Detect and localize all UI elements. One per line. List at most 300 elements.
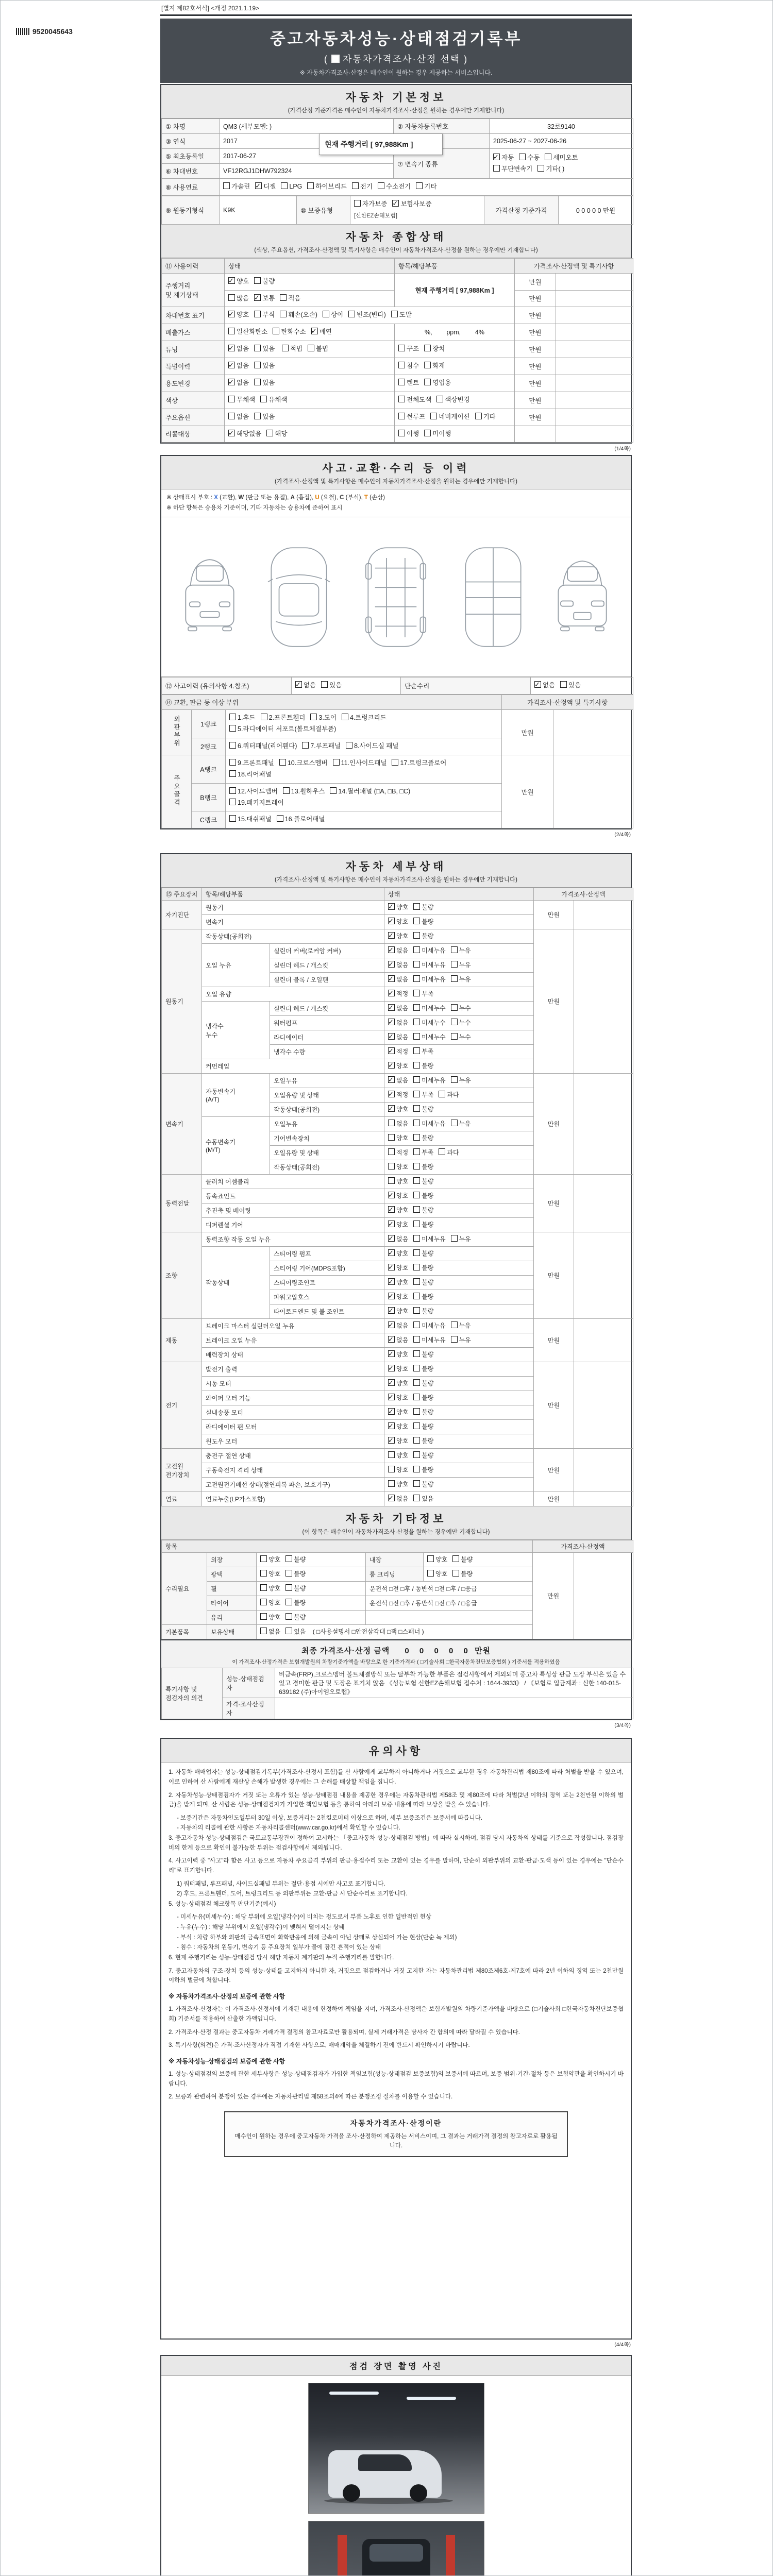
checkbox-가솔린[interactable]: 가솔린 [223, 183, 250, 190]
checkbox-없음[interactable]: ✓ 없음 [228, 345, 249, 352]
checkbox-양호[interactable]: 양호 [388, 1466, 408, 1473]
checkbox-양호[interactable]: ✓ 양호 [388, 1437, 408, 1445]
checkbox-일산화탄소[interactable]: 일산화탄소 [228, 328, 267, 335]
empty-box-icon[interactable] [228, 396, 235, 402]
empty-box-icon[interactable] [430, 413, 437, 419]
empty-box-icon[interactable] [254, 413, 261, 419]
empty-box-icon[interactable] [228, 413, 235, 419]
checked-box-icon[interactable] [388, 1321, 395, 1328]
checked-box-icon[interactable] [388, 990, 395, 996]
checkbox-누수[interactable]: 누수 [451, 1033, 471, 1041]
checkbox-전체도색[interactable]: 전체도색 [398, 396, 431, 403]
checkbox-없음[interactable]: ✓ 없음 [295, 682, 316, 689]
checkbox-불량[interactable]: 불량 [413, 1250, 433, 1257]
checkbox-적음[interactable]: 적음 [280, 295, 300, 302]
checkbox-불량[interactable]: 불량 [413, 1466, 433, 1473]
empty-box-icon[interactable] [451, 1076, 458, 1083]
empty-box-icon[interactable] [378, 182, 384, 189]
checkbox-불량[interactable]: 불량 [413, 1106, 433, 1113]
empty-box-icon[interactable] [416, 182, 423, 189]
checkbox-없음[interactable]: ✓ 없음 [388, 1495, 408, 1502]
empty-box-icon[interactable] [348, 311, 355, 317]
empty-box-icon[interactable] [266, 430, 273, 436]
checkbox-누수[interactable]: 누수 [451, 1019, 471, 1026]
empty-box-icon[interactable] [413, 1278, 420, 1285]
checked-box-icon[interactable] [388, 961, 395, 968]
checkbox-양호[interactable]: ✓ 양호 [388, 933, 408, 940]
checkbox-15.대쉬패널[interactable]: 15.대쉬패널 [229, 816, 272, 823]
checked-box-icon[interactable] [388, 1206, 395, 1213]
empty-box-icon[interactable] [413, 1004, 420, 1011]
checkbox-적정[interactable]: ✓ 적정 [388, 990, 408, 997]
empty-box-icon[interactable] [229, 770, 236, 777]
empty-box-icon[interactable] [260, 1555, 267, 1562]
checked-box-icon[interactable] [388, 1278, 395, 1285]
checkbox-불량[interactable]: 불량 [413, 918, 433, 925]
checkbox-누유[interactable]: 누유 [451, 976, 471, 983]
checkbox-양호[interactable]: ✓ 양호 [388, 1192, 408, 1199]
empty-box-icon[interactable] [413, 1249, 420, 1256]
empty-box-icon[interactable] [285, 1613, 292, 1620]
empty-box-icon[interactable] [545, 154, 551, 160]
empty-box-icon[interactable] [310, 714, 317, 720]
checkbox-양호[interactable]: 양호 [260, 1556, 280, 1563]
checkbox-누유[interactable]: 누유 [451, 961, 471, 969]
checkbox-누유[interactable]: 누유 [451, 1077, 471, 1084]
empty-box-icon[interactable] [475, 413, 482, 419]
empty-box-icon[interactable] [260, 1599, 267, 1605]
checkbox-불량[interactable]: 불량 [413, 1178, 433, 1185]
checkbox-없음[interactable]: ✓ 없음 [388, 1235, 408, 1243]
checkbox-무채색[interactable]: 무채색 [228, 396, 255, 403]
empty-box-icon[interactable] [229, 742, 236, 749]
checked-box-icon[interactable] [388, 1076, 395, 1083]
empty-box-icon[interactable] [281, 182, 288, 189]
empty-box-icon[interactable] [323, 311, 329, 317]
checkbox-양호[interactable]: 양호 [388, 1163, 408, 1171]
checkbox-부족[interactable]: 부족 [413, 990, 433, 997]
checkbox-미세누유[interactable]: 미세누유 [413, 1235, 445, 1243]
empty-box-icon[interactable] [285, 1628, 292, 1634]
checked-box-icon[interactable] [388, 1408, 395, 1415]
empty-box-icon[interactable] [260, 1613, 267, 1620]
empty-box-icon[interactable] [285, 1599, 292, 1605]
empty-box-icon[interactable] [451, 1033, 458, 1040]
empty-box-icon[interactable] [413, 1105, 420, 1112]
checkbox-불량[interactable]: 불량 [413, 1134, 433, 1142]
checked-box-icon[interactable] [388, 932, 395, 939]
empty-box-icon[interactable] [388, 1451, 395, 1458]
price-select-checkbox-icon[interactable] [331, 55, 340, 63]
checkbox-불량[interactable]: 불량 [413, 1380, 433, 1387]
checked-box-icon[interactable] [388, 1033, 395, 1040]
checkbox-없음[interactable]: ✓ 없음 [388, 1005, 408, 1012]
empty-box-icon[interactable] [330, 787, 337, 794]
checked-box-icon[interactable] [228, 430, 235, 436]
empty-box-icon[interactable] [413, 1235, 420, 1242]
checkbox-기타[interactable]: 기타 [475, 413, 496, 420]
empty-box-icon[interactable] [260, 1570, 267, 1577]
checkbox-전기[interactable]: 전기 [352, 183, 373, 190]
empty-box-icon[interactable] [436, 396, 443, 402]
checkbox-도말[interactable]: 도말 [391, 311, 412, 318]
checkbox-미세누유[interactable]: 미세누유 [413, 1322, 445, 1329]
checkbox-불량[interactable]: 불량 [413, 1351, 433, 1358]
checkbox-양호[interactable]: ✓ 양호 [388, 1293, 408, 1300]
checkbox-양호[interactable]: ✓ 양호 [388, 1250, 408, 1257]
empty-box-icon[interactable] [451, 961, 458, 968]
checkbox-미세누유[interactable]: 미세누유 [413, 1077, 445, 1084]
empty-box-icon[interactable] [261, 714, 267, 720]
empty-box-icon[interactable] [388, 1466, 395, 1472]
checkbox-미세누수[interactable]: 미세누수 [413, 1033, 445, 1041]
checkbox-미세누수[interactable]: 미세누수 [413, 1005, 445, 1012]
checked-box-icon[interactable] [388, 1264, 395, 1270]
empty-box-icon[interactable] [413, 1293, 420, 1299]
checkbox-기타[interactable]: 기타 [416, 183, 436, 190]
checkbox-화재[interactable]: 화재 [424, 362, 445, 369]
checkbox-부족[interactable]: 부족 [413, 1048, 433, 1055]
checkbox-과다[interactable]: 과다 [439, 1091, 459, 1098]
checkbox-적법[interactable]: 적법 [282, 345, 303, 352]
checkbox-LPG[interactable]: LPG [281, 183, 302, 190]
empty-box-icon[interactable] [413, 1163, 420, 1170]
checkbox-누수[interactable]: 누수 [451, 1005, 471, 1012]
checkbox-불량[interactable]: 불량 [413, 904, 433, 911]
checkbox-양호[interactable]: 양호 [427, 1556, 447, 1563]
checkbox-불량[interactable]: 불량 [413, 1308, 433, 1315]
empty-box-icon[interactable] [413, 1019, 420, 1025]
checkbox-양호[interactable]: 양호 [260, 1599, 280, 1606]
checkbox-상이[interactable]: 상이 [323, 311, 343, 318]
empty-box-icon[interactable] [451, 975, 458, 982]
checkbox-불량[interactable]: 불량 [413, 1163, 433, 1171]
empty-box-icon[interactable] [413, 1192, 420, 1198]
checked-box-icon[interactable] [388, 1437, 395, 1444]
checkbox-없음[interactable]: ✓ 없음 [388, 947, 408, 954]
checkbox-적정[interactable]: ✓ 적정 [388, 1091, 408, 1098]
empty-box-icon[interactable] [308, 345, 314, 351]
checkbox-불량[interactable]: 불량 [413, 1394, 433, 1401]
checked-box-icon[interactable] [388, 903, 395, 910]
empty-box-icon[interactable] [398, 413, 405, 419]
checkbox-양호[interactable]: 양호 [260, 1614, 280, 1621]
checkbox-미세누유[interactable]: 미세누유 [413, 961, 445, 969]
empty-box-icon[interactable] [413, 1076, 420, 1083]
empty-box-icon[interactable] [451, 1120, 458, 1126]
empty-box-icon[interactable] [413, 1047, 420, 1054]
empty-box-icon[interactable] [413, 1321, 420, 1328]
checkbox-양호[interactable]: ✓ 양호 [388, 918, 408, 925]
checkbox-있음[interactable]: 있음 [285, 1628, 306, 1635]
empty-box-icon[interactable] [398, 345, 405, 351]
empty-box-icon[interactable] [413, 1394, 420, 1400]
checkbox-많음[interactable]: 많음 [228, 295, 249, 302]
checkbox-17.트렁크플로어[interactable]: 17.트렁크플로어 [392, 759, 446, 767]
checkbox-불량[interactable]: 불량 [413, 1221, 433, 1228]
empty-box-icon[interactable] [280, 311, 287, 317]
checked-box-icon[interactable] [388, 1047, 395, 1054]
checkbox-없음[interactable]: ✓ 없음 [534, 682, 555, 689]
checkbox-불량[interactable]: 불량 [452, 1556, 473, 1563]
checked-box-icon[interactable] [228, 345, 235, 351]
empty-box-icon[interactable] [413, 1350, 420, 1357]
empty-box-icon[interactable] [282, 345, 289, 351]
empty-box-icon[interactable] [413, 1451, 420, 1458]
checked-box-icon[interactable] [392, 200, 399, 207]
empty-box-icon[interactable] [392, 759, 398, 766]
empty-box-icon[interactable] [413, 990, 420, 996]
empty-box-icon[interactable] [285, 1570, 292, 1577]
empty-box-icon[interactable] [427, 1555, 434, 1562]
empty-box-icon[interactable] [560, 681, 567, 688]
checkbox-세미오토[interactable]: 세미오토 [545, 154, 578, 161]
checked-box-icon[interactable] [388, 1350, 395, 1357]
checked-box-icon[interactable] [388, 918, 395, 924]
empty-box-icon[interactable] [280, 294, 287, 301]
checkbox-수소전기[interactable]: 수소전기 [378, 183, 411, 190]
checkbox-네비게이션[interactable]: 네비게이션 [430, 413, 469, 420]
checked-box-icon[interactable] [388, 946, 395, 953]
checkbox-6.쿼터패널(리어휀다)[interactable]: 6.쿼터패널(리어휀다) [229, 742, 297, 750]
empty-box-icon[interactable] [260, 396, 267, 402]
checkbox-불량[interactable]: 불량 [413, 1192, 433, 1199]
empty-box-icon[interactable] [413, 932, 420, 939]
checkbox-없음[interactable]: ✓ 없음 [388, 961, 408, 969]
empty-box-icon[interactable] [321, 681, 328, 688]
checkbox-2.프론트휀더[interactable]: 2.프론트휀더 [261, 714, 306, 721]
checkbox-1.후드[interactable]: 1.후드 [229, 714, 256, 721]
checkbox-양호[interactable]: ✓ 양호 [388, 1264, 408, 1272]
empty-box-icon[interactable] [451, 946, 458, 953]
checkbox-양호[interactable]: ✓ 양호 [388, 1106, 408, 1113]
checkbox-없음[interactable]: 없음 [388, 1120, 408, 1127]
checkbox-있음[interactable]: 있음 [254, 413, 275, 420]
checkbox-7.루프패널[interactable]: 7.루프패널 [302, 742, 341, 750]
empty-box-icon[interactable] [413, 1480, 420, 1487]
empty-box-icon[interactable] [277, 815, 283, 822]
checkbox-8.사이드실 패널[interactable]: 8.사이드실 패널 [346, 742, 398, 750]
checkbox-불량[interactable]: 불량 [413, 1452, 433, 1459]
checked-box-icon[interactable] [388, 1307, 395, 1314]
checkbox-양호[interactable]: ✓ 양호 [388, 904, 408, 911]
empty-box-icon[interactable] [451, 1019, 458, 1025]
checked-box-icon[interactable] [254, 294, 261, 301]
checkbox-양호[interactable]: ✓ 양호 [388, 1351, 408, 1358]
empty-box-icon[interactable] [388, 1177, 395, 1184]
checkbox-있음[interactable]: 있음 [254, 345, 275, 352]
empty-box-icon[interactable] [254, 345, 261, 351]
empty-box-icon[interactable] [413, 1177, 420, 1184]
checkbox-양호[interactable]: ✓ 양호 [228, 311, 249, 318]
checkbox-양호[interactable]: ✓ 양호 [388, 1409, 408, 1416]
empty-box-icon[interactable] [413, 1206, 420, 1213]
empty-box-icon[interactable] [452, 1570, 459, 1577]
empty-box-icon[interactable] [493, 165, 500, 172]
checkbox-누유[interactable]: 누유 [451, 1235, 471, 1243]
checkbox-양호[interactable]: 양호 [260, 1570, 280, 1578]
empty-box-icon[interactable] [388, 1480, 395, 1487]
checkbox-과다[interactable]: 과다 [439, 1149, 459, 1156]
checkbox-색상변경[interactable]: 색상변경 [436, 396, 469, 403]
empty-box-icon[interactable] [229, 787, 236, 794]
checkbox-불량[interactable]: 불량 [413, 1481, 433, 1488]
checkbox-불량[interactable]: 불량 [413, 1437, 433, 1445]
checked-box-icon[interactable] [493, 154, 500, 160]
checkbox-양호[interactable]: 양호 [427, 1570, 447, 1578]
checkbox-16.플로어패널[interactable]: 16.플로어패널 [277, 816, 325, 823]
empty-box-icon[interactable] [413, 1307, 420, 1314]
checkbox-디젤[interactable]: ✓ 디젤 [255, 183, 276, 190]
empty-box-icon[interactable] [398, 430, 405, 436]
empty-box-icon[interactable] [451, 1321, 458, 1328]
checkbox-무단변속기[interactable]: 무단변속기 [493, 165, 532, 173]
checkbox-해당없음[interactable]: ✓ 해당없음 [228, 430, 261, 437]
empty-box-icon[interactable] [413, 918, 420, 924]
checkbox-없음[interactable]: ✓ 없음 [388, 976, 408, 983]
checkbox-불량[interactable]: 불량 [413, 1264, 433, 1272]
checked-box-icon[interactable] [388, 975, 395, 982]
empty-box-icon[interactable] [452, 1555, 459, 1562]
checked-box-icon[interactable] [388, 1221, 395, 1227]
checkbox-누유[interactable]: 누유 [451, 1322, 471, 1329]
checkbox-미세누유[interactable]: 미세누유 [413, 1120, 445, 1127]
checkbox-부족[interactable]: 부족 [413, 1149, 433, 1156]
checkbox-불량[interactable]: 불량 [413, 1207, 433, 1214]
checked-box-icon[interactable] [388, 1379, 395, 1386]
checkbox-양호[interactable]: ✓ 양호 [388, 1365, 408, 1372]
checkbox-부식[interactable]: 부식 [254, 311, 275, 318]
empty-box-icon[interactable] [413, 1365, 420, 1371]
empty-box-icon[interactable] [413, 1408, 420, 1415]
empty-box-icon[interactable] [279, 759, 286, 766]
checkbox-18.리어패널[interactable]: 18.리어패널 [229, 771, 272, 778]
checkbox-미이행[interactable]: 미이행 [424, 430, 451, 437]
checkbox-불량[interactable]: 불량 [285, 1570, 306, 1578]
empty-box-icon[interactable] [260, 1628, 267, 1634]
checkbox-5.라디에이터 서포트(볼트체결부품)[interactable]: 5.라디에이터 서포트(볼트체결부품) [229, 725, 336, 733]
empty-box-icon[interactable] [451, 1004, 458, 1011]
checkbox-14.필러패널 (□A, □B, □C)[interactable]: 14.필러패널 (□A, □B, □C) [330, 788, 410, 795]
empty-box-icon[interactable] [439, 1148, 445, 1155]
checkbox-양호[interactable]: 양호 [388, 1178, 408, 1185]
empty-box-icon[interactable] [424, 362, 431, 368]
checkbox-있음[interactable]: 있음 [560, 682, 581, 689]
checkbox-없음[interactable]: ✓ 없음 [388, 1322, 408, 1329]
empty-box-icon[interactable] [413, 1379, 420, 1386]
checkbox-미세누유[interactable]: 미세누유 [413, 947, 445, 954]
empty-box-icon[interactable] [229, 815, 236, 822]
checked-box-icon[interactable] [388, 1004, 395, 1011]
checkbox-불량[interactable]: 불량 [413, 1365, 433, 1372]
checkbox-양호[interactable]: 양호 [260, 1585, 280, 1592]
checkbox-4.트렁크리드[interactable]: 4.트렁크리드 [342, 714, 386, 721]
checkbox-이행[interactable]: 이행 [398, 430, 419, 437]
checkbox-불량[interactable]: 불량 [413, 1293, 433, 1300]
empty-box-icon[interactable] [254, 277, 261, 284]
checkbox-없음[interactable]: 없음 [228, 413, 249, 420]
empty-box-icon[interactable] [229, 714, 236, 720]
checked-box-icon[interactable] [388, 1336, 395, 1343]
checkbox-매연[interactable]: ✓ 매연 [311, 328, 332, 335]
empty-box-icon[interactable] [229, 725, 236, 732]
checkbox-없음[interactable]: ✓ 없음 [388, 1019, 408, 1026]
checkbox-불량[interactable]: 불량 [285, 1585, 306, 1592]
empty-box-icon[interactable] [260, 1584, 267, 1591]
checkbox-썬루프[interactable]: 썬루프 [398, 413, 425, 420]
checkbox-없음[interactable]: ✓ 없음 [228, 379, 249, 386]
empty-box-icon[interactable] [346, 742, 352, 749]
checkbox-보험사보증[interactable]: ✓ 보험사보증 [392, 200, 431, 208]
empty-box-icon[interactable] [333, 759, 340, 766]
empty-box-icon[interactable] [413, 1437, 420, 1444]
empty-box-icon[interactable] [413, 1120, 420, 1126]
checkbox-미세누유[interactable]: 미세누유 [413, 976, 445, 983]
checked-box-icon[interactable] [228, 277, 235, 284]
empty-box-icon[interactable] [413, 1148, 420, 1155]
checkbox-누유[interactable]: 누유 [451, 1336, 471, 1344]
checked-box-icon[interactable] [388, 1293, 395, 1299]
checkbox-양호[interactable]: ✓ 양호 [388, 1380, 408, 1387]
checkbox-19.패키지트레이[interactable]: 19.패키지트레이 [229, 799, 284, 806]
checked-box-icon[interactable] [534, 681, 541, 688]
checkbox-양호[interactable]: ✓양호 [228, 278, 249, 285]
empty-box-icon[interactable] [424, 430, 431, 436]
checked-box-icon[interactable] [388, 1105, 395, 1112]
checkbox-적정[interactable]: ✓ 적정 [388, 1048, 408, 1055]
checkbox-불량[interactable]: 불량 [413, 1062, 433, 1070]
checkbox-없음[interactable]: ✓ 없음 [388, 1033, 408, 1041]
checkbox-훼손(오손)[interactable]: 훼손(오손) [280, 311, 317, 318]
checkbox-하이브리드[interactable]: 하이브리드 [307, 183, 346, 190]
checkbox-불량[interactable]: 불량 [413, 933, 433, 940]
empty-box-icon[interactable] [388, 1134, 395, 1141]
checkbox-있음[interactable]: 있음 [254, 379, 275, 386]
empty-box-icon[interactable] [413, 975, 420, 982]
checkbox-9.프론트패널[interactable]: 9.프론트패널 [229, 759, 274, 767]
empty-box-icon[interactable] [519, 154, 526, 160]
checkbox-기타( )[interactable]: 기타( ) [537, 165, 564, 173]
checkbox-미세누수[interactable]: 미세누수 [413, 1019, 445, 1026]
empty-box-icon[interactable] [413, 1221, 420, 1227]
checkbox-13.휠하우스[interactable]: 13.휠하우스 [283, 788, 325, 795]
empty-box-icon[interactable] [413, 1466, 420, 1472]
empty-box-icon[interactable] [254, 311, 261, 317]
empty-box-icon[interactable] [424, 379, 431, 385]
checkbox-수동[interactable]: 수동 [519, 154, 540, 161]
checkbox-양호[interactable]: 양호 [388, 1481, 408, 1488]
checkbox-양호[interactable]: ✓ 양호 [388, 1221, 408, 1228]
checkbox-양호[interactable]: ✓ 양호 [388, 1423, 408, 1430]
empty-box-icon[interactable] [451, 1235, 458, 1242]
checkbox-없음[interactable]: 없음 [260, 1628, 280, 1635]
checkbox-없음[interactable]: ✓ 없음 [388, 1077, 408, 1084]
empty-box-icon[interactable] [398, 396, 405, 402]
checkbox-렌트[interactable]: 렌트 [398, 379, 419, 386]
empty-box-icon[interactable] [413, 1033, 420, 1040]
checked-box-icon[interactable] [388, 1394, 395, 1400]
empty-box-icon[interactable] [424, 345, 431, 351]
empty-box-icon[interactable] [223, 182, 230, 189]
checkbox-불법[interactable]: 불법 [308, 345, 328, 352]
checkbox-탄화수소[interactable]: 탄화수소 [273, 328, 306, 335]
checkbox-없음[interactable]: ✓ 없음 [228, 362, 249, 369]
checkbox-불량[interactable]: 불량 [413, 1279, 433, 1286]
checked-box-icon[interactable] [388, 1249, 395, 1256]
checkbox-10.크로스멤버[interactable]: 10.크로스멤버 [279, 759, 328, 767]
checked-box-icon[interactable] [388, 1365, 395, 1371]
checkbox-불량[interactable]: 불량 [285, 1556, 306, 1563]
